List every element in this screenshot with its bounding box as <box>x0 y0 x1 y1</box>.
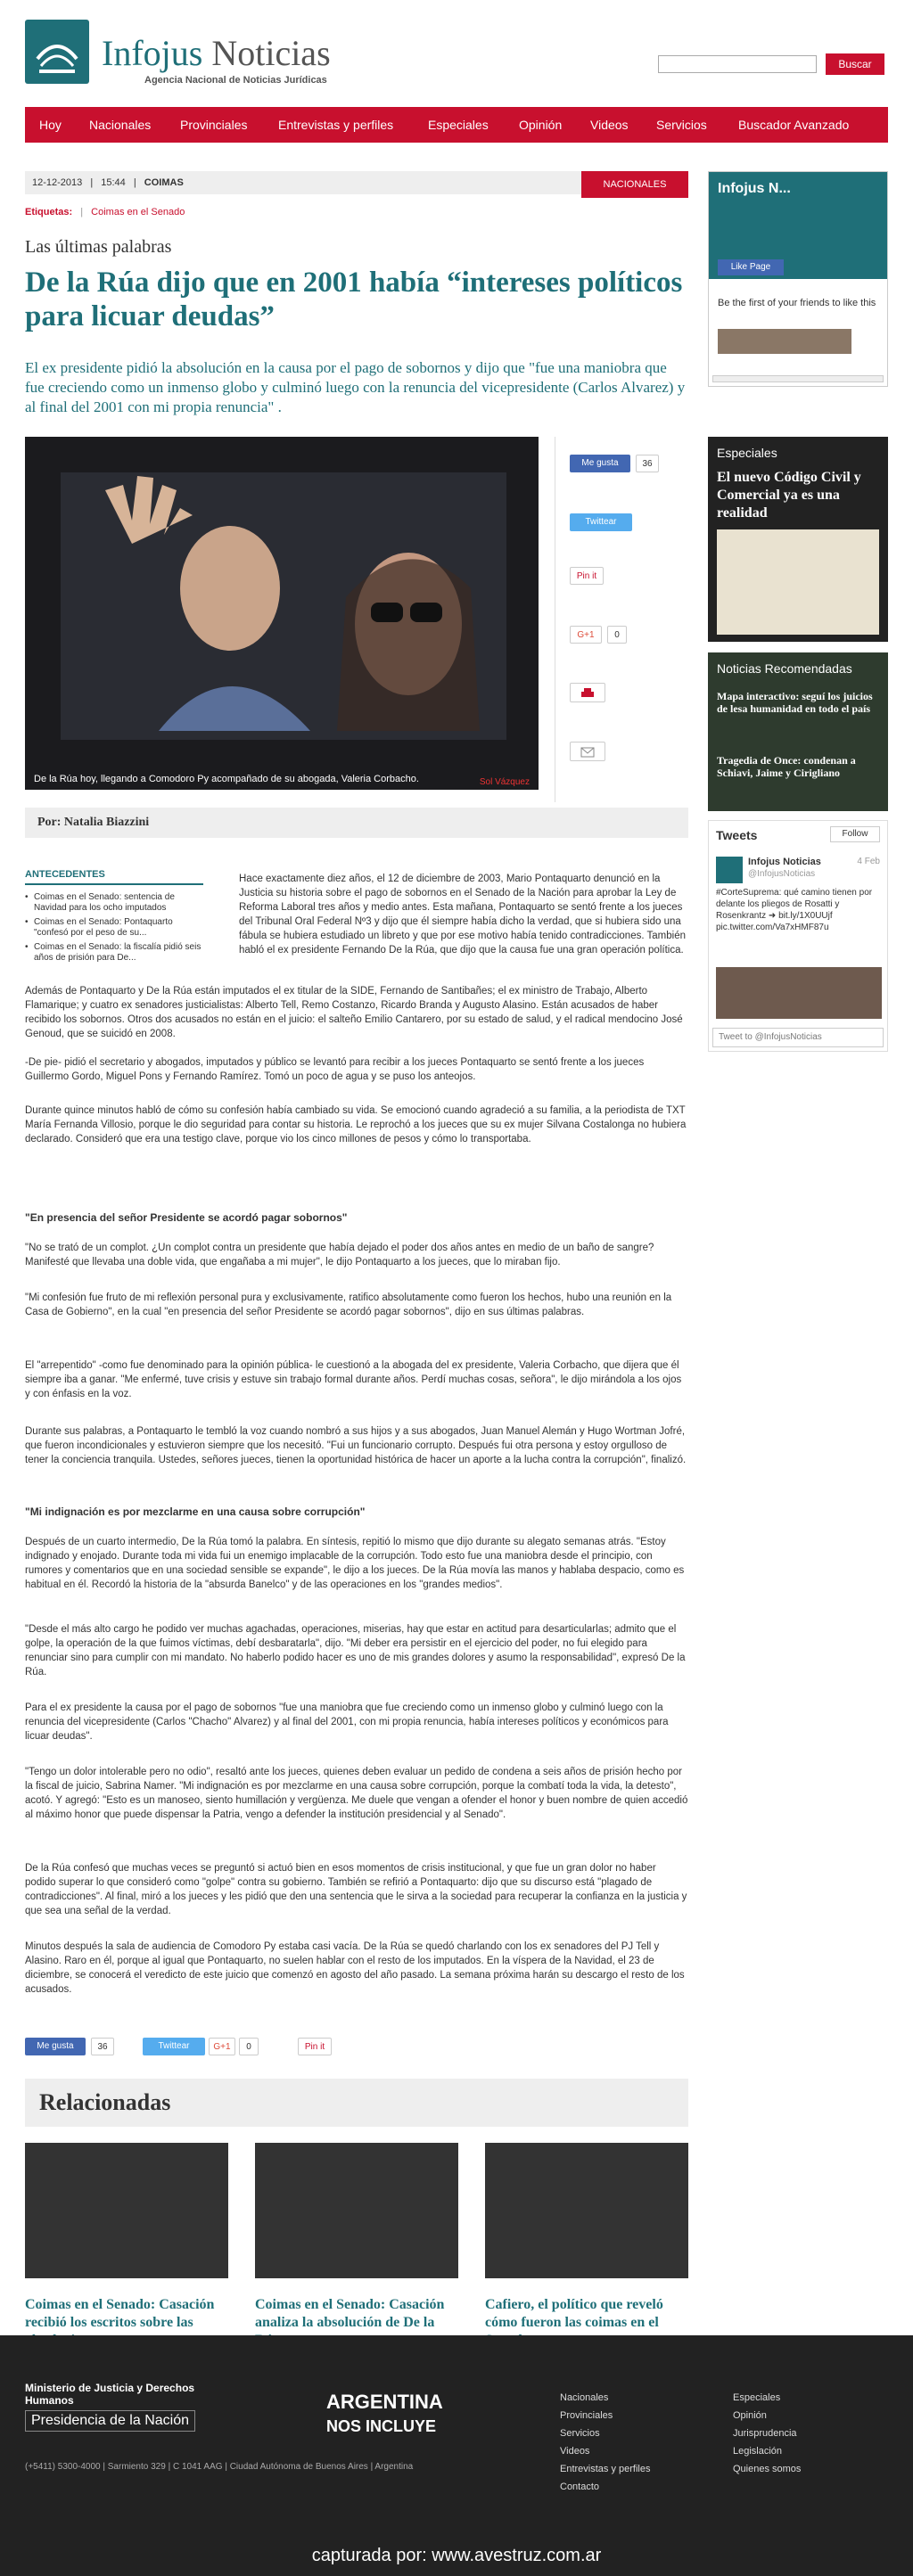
footer-presidency[interactable]: Presidencia de la Nación <box>25 2410 195 2432</box>
footer-link[interactable]: Videos <box>560 2446 590 2457</box>
body-paragraph: "No se trató de un complot. ¿Un complot contra un presidente que había dejado el poder dos años antes en medio de un baño de sangre? Manifesté que llevaba una doble vida, que engañaba a mi mujer", le dijo Pontaquarto a los jueces, que lo miraban fijo. <box>25 1243 654 1267</box>
related-image[interactable] <box>255 2143 458 2278</box>
body-paragraph: Para el ex presidente la causa por el pago de sobornos "fue una maniobra que fue creciendo como un inmenso globo y culminó luego con la renuncia del vicepresidente (Carlos "Chacho" Alvarez) y al final del 2001, con mi propia renuncia, había intereses políticos y económicos para licuar deudas". <box>25 1702 669 1742</box>
related-image[interactable] <box>25 2143 228 2278</box>
tags-label: Etiquetas: <box>25 207 73 217</box>
antecedente-link[interactable]: • Coimas en el Senado: Pontaquarto "confesó por el peso de su... <box>25 917 203 939</box>
article-kicker: Las últimas palabras <box>25 237 172 257</box>
article-photo <box>25 437 539 790</box>
especiales-headline[interactable]: El nuevo Código Civil y Comercial ya es una realidad <box>717 470 861 521</box>
related-title[interactable]: Coimas en el Senado: Casación analiza la absolución de De la <box>255 2297 445 2330</box>
nav-provinciales[interactable]: Provinciales <box>180 118 248 132</box>
tag-link[interactable]: Coimas en el Senado <box>91 207 185 217</box>
logo-subtitle: Agencia Nacional de Noticias Jurídicas <box>144 75 327 86</box>
body-paragraph: -De pie- pidió el secretario y abogados, imputados y público se levantó para recibir a los jueces Pontaquarto se sentó frente a los jueces Guillermo Gordo, Miguel Pons y Fernando Ramírez. Tomó un poco de agua y se puso los anteojos. <box>25 1057 645 1082</box>
facebook-widget <box>708 171 888 387</box>
meta-date: 12-12-2013 <box>32 177 83 188</box>
gplus-button[interactable]: G+1 <box>570 626 602 644</box>
footer <box>0 2335 913 2576</box>
footer-link[interactable]: Entrevistas y perfiles <box>560 2464 651 2474</box>
tweet-handle: @InfojusNoticias <box>748 869 816 879</box>
related-card[interactable] <box>255 2143 458 2350</box>
pinterest-button[interactable]: Pin it <box>570 567 604 585</box>
related-title[interactable]: Cafiero, el político que reveló cómo fueron las coimas en el <box>485 2297 663 2330</box>
body-paragraph: El "arrepentido" -como fue denominado para la opinión pública- le cuestionó a la abogada del ex presidente, Valeria Corbacho, que dijera que él siempre iba a ganar. "Me enfermé, tuve crisis y estuve sin trabajo formal durante años. Perdí muchas cosas, señora", le dijo mirándola a los ojos y con énfasis en la voz. <box>25 1360 682 1399</box>
tweet-text: #CorteSuprema: qué camino tienen por delante los pliegos de Rosatti y Rosenkrantz ➜ bit.ly/1X0UUjf pic.twitter.com/Va7xHMF87u <box>716 888 873 932</box>
footer-link[interactable]: Contacto <box>560 2482 600 2492</box>
recomendada-link[interactable]: Tragedia de Once: condenan a Schiavi, Jaime y Cirigliano <box>717 754 856 779</box>
recomendada-link[interactable]: Mapa interactivo: seguí los juicios de lesa humanidad en todo el país <box>717 690 873 715</box>
especiales-box <box>708 437 888 642</box>
related-title[interactable]: Coimas en el Senado: Casación recibió los escritos sobre las <box>25 2297 215 2330</box>
meta-time: 15:44 <box>101 177 126 188</box>
footer-slogan-1: ARGENTINA <box>326 2391 443 2413</box>
meta-tag[interactable]: COIMAS <box>144 177 184 188</box>
nav-nacionales[interactable]: Nacionales <box>89 118 152 132</box>
nav-servicios[interactable]: Servicios <box>656 118 707 132</box>
search-button[interactable]: Buscar <box>826 53 884 75</box>
search-input[interactable] <box>658 55 817 73</box>
body-paragraph: "Mi confesión fue fruto de mi reflexión personal pura y exclusivamente, ratifico absolutamente como fueron los hechos, hubo una reunión en la Casa de Gobierno", en la cual "en presencia del señor Presidente se acordó pagar sobornos", dijo en sus últimas palabras. <box>25 1292 672 1317</box>
fb-like-button[interactable] <box>570 455 630 472</box>
footer-link[interactable]: Provinciales <box>560 2410 613 2421</box>
antecedente-link[interactable]: • Coimas en el Senado: sentencia de Navidad para los ocho imputados <box>25 892 203 914</box>
relacionadas-title: Relacionadas <box>25 2079 688 2127</box>
photo-caption: De la Rúa hoy, llegando a Comodoro Py acompañado de su abogada, Valeria Corbacho. <box>34 774 419 784</box>
fb-like-count: 36 <box>636 455 659 472</box>
main-nav <box>25 107 888 143</box>
tags-row: Etiquetas: | Coimas en el Senado <box>25 207 185 217</box>
body-paragraph: Durante sus palabras, a Pontaquarto le tembló la voz cuando nombró a sus hijos y a sus abogados, Juan Manuel Alemán y Hugo Wortman Jofré, que fueron incondicionales y estuvieron siempre que los necesitó. "Fui un funcionario corrupto. Después fui otra persona y estoy orgulloso de tener la conciencia tranquila. Ustedes, señores jueces, tienen la oportunidad histórica de hacer un aporte a la lucha contra la corrupción", finalizó. <box>25 1426 687 1465</box>
body-paragraph: "Tengo un dolor intolerable pero no odio", resaltó ante los jueces, quienes deben evaluar un pedido de condena a seis años de prisión hecho por la fiscal de juicio, Sabrina Namer. "Mi indignación es por mezclarme en una causa sobre corrupción, porque la combatí toda la vida, la detesto", acotó. Y agregó: "Esto es un manoseo, siento humillación y vergüenza. Me duele que vengan a ofender el honor y buen nombre de quien accedió al máximo honor que puede dispensar la Patria, vengo a defender la institución presidencial y al Senado". <box>25 1767 688 1820</box>
footer-link[interactable]: Opinión <box>733 2410 767 2421</box>
nav-especiales[interactable]: Especiales <box>428 118 489 132</box>
footer-link[interactable]: Jurisprudencia <box>733 2428 797 2439</box>
tweet-input[interactable]: Tweet to @InfojusNoticias <box>712 1028 884 1047</box>
logo-name <box>102 32 331 74</box>
related-card[interactable] <box>485 2143 688 2350</box>
gplus-count: 0 <box>607 626 627 644</box>
capture-watermark: capturada por: www.avestruz.com.ar <box>311 2546 602 2565</box>
photo-credit: Sol Vázquez <box>479 777 530 787</box>
print-icon[interactable] <box>570 683 605 702</box>
recomendadas-title: Noticias Recomendadas <box>717 661 852 676</box>
twitter-follow-button[interactable]: Follow <box>830 826 880 842</box>
footer-link[interactable]: Especiales <box>733 2392 781 2403</box>
footer-slogan-2: NOS INCLUYE <box>326 2417 437 2435</box>
tweet-button-bottom[interactable]: Twittear <box>143 2038 205 2055</box>
email-icon[interactable] <box>570 742 605 761</box>
footer-link[interactable]: Servicios <box>560 2428 600 2439</box>
fb-like-count-bottom: 36 <box>91 2038 114 2055</box>
nav-hoy[interactable]: Hoy <box>39 118 62 132</box>
recomendadas-box <box>708 652 888 811</box>
body-subheading: "En presencia del señor Presidente se acordó pagar sobornos" <box>25 1211 348 1224</box>
logo-name-text: Noticias <box>211 33 331 73</box>
bottom-share-row <box>25 2038 688 2059</box>
fb-scrollbar[interactable] <box>712 375 884 382</box>
fb-like-label: Me gusta <box>581 458 619 468</box>
especiales-title: Especiales <box>717 446 777 460</box>
footer-link[interactable]: Nacionales <box>560 2392 609 2403</box>
fb-friends-text: Be the first of your friends to like this <box>718 298 876 308</box>
fb-like-button-bottom[interactable]: Me gusta <box>25 2038 86 2055</box>
nav-videos[interactable]: Videos <box>590 118 629 132</box>
body-paragraph: Minutos después la sala de audiencia de Comodoro Py estaba casi vacía. De la Rúa se quedó charlando con los ex senadores del PJ Tell y Alasino. Raro en él, porque al igual que Pontaquarto, no suelen hablar con el resto de los imputados. En la víspera de la Navidad, el 23 de diciembre, se conocerá el veredicto de este juicio que comenzó en agosto del año pasado. La semana próxima harán su descargo el resto de los acusados. <box>25 1941 685 1995</box>
tweet-user[interactable]: Infojus Noticias <box>748 857 821 867</box>
nav-opinion[interactable]: Opinión <box>519 118 563 132</box>
fb-page-name[interactable]: Infojus N... <box>718 181 791 196</box>
body-paragraph: Después de un cuarto intermedio, De la Rúa tomó la palabra. En síntesis, repitió lo mismo que dijo durante su alegato semanas atrás. "Estoy indignado y enojado. Durante toda mi vida fui un enemigo implacable de la corrupción. Todo esto fue una maniobra desde el principio, con rumores y comentarios que en una sociedad sensible se expande", le dijo a los jueces. De la Rúa movía las manos y hablaba despacio, como es habitual en él. Recordó la historia de la "absurda Banelco" y de las operaciones en los "grandes medios". <box>25 1537 685 1590</box>
article-lead: El ex presidente pidió la absolución en la causa por el pago de sobornos y dijo que "fue una maniobra que fue creciendo como un inmenso globo y culminó luego con la renuncia del vicepresidente (Carlos Alvarez) y al final del 2001 con mi propia renuncia" . <box>25 359 686 415</box>
twitter-avatar <box>716 857 743 883</box>
tweet-image[interactable] <box>716 967 882 1019</box>
antecedentes-box <box>25 869 203 967</box>
related-card[interactable] <box>25 2143 228 2350</box>
photo-image <box>25 437 539 790</box>
tweet-button[interactable]: Twittear <box>570 513 632 531</box>
byline: Por: Natalia Biazzini <box>25 808 688 838</box>
tweet-date: 4 Feb <box>857 857 880 866</box>
footer-links-1 <box>560 2389 650 2496</box>
especiales-image[interactable] <box>717 529 879 635</box>
body-subheading: "Mi indignación es por mezclarme en una causa sobre corrupción" <box>25 1505 366 1518</box>
twitter-widget <box>708 820 888 1052</box>
footer-address: (+5411) 5300-4000 | Sarmiento 329 | C 1041 AAG | Ciudad Autónoma de Buenos Aires | Argentina <box>25 2462 414 2472</box>
related-image[interactable] <box>485 2143 688 2278</box>
footer-ministry[interactable]: Ministerio de Justicia y Derechos Humanos <box>25 2382 195 2407</box>
share-column <box>555 437 688 802</box>
footer-link[interactable]: Quienes somos <box>733 2464 802 2474</box>
gplus-count-bottom: 0 <box>239 2038 259 2055</box>
pinterest-button-bottom[interactable]: Pin it <box>298 2038 332 2055</box>
fb-friends-avatars <box>718 329 851 354</box>
gplus-button-bottom[interactable]: G+1 <box>209 2038 235 2055</box>
nav-buscador[interactable]: Buscador Avanzado <box>738 118 850 132</box>
body-paragraph: De la Rúa confesó que muchas veces se preguntó si actuó bien en esos momentos de crisis institucional, y que fue un gran dolor no haber podido superar lo que consideró como "golpe" contra su gobierno. También se refirió a Pontaquarto: dijo que su discurso está "plagado de contradicciones". Al final, miró a los jueces y les pidió que den una sentencia que le sirva a la sociedad para recuperar la confianza en la justicia y que sea una señal de la verdad. <box>25 1863 687 1916</box>
site-logo[interactable] <box>25 20 382 91</box>
antecedentes-title: ANTECEDENTES <box>25 869 203 885</box>
logo-icon <box>25 20 89 84</box>
body-paragraph: Hace exactamente diez años, el 12 de diciembre de 2003, Mario Pontaquarto denunció en la Justicia su historia sobre el pago de sobornos en el Senado de la Nación para aprobar la Ley de Reforma Laboral tres años y medio antes. Esta mañana, Pontaquarto se sentó frente a los jueces del Tribunal Oral Federal Nº3 y dijo que él siempre había dicho la verdad, que si hubiera sido una fábula se hubiera estudiado un libreto y que por ese motivo había tenido contradicciones. También habló el ex presidente Fernando De la Rúa, que dijo que la causa fue una gran operación política. <box>239 874 687 956</box>
body-paragraph: Durante quince minutos habló de cómo su confesión había cambiado su vida. Se emocionó cuando agradeció a su familia, a la periodista de TXT María Fernanda Villosio, porque le dio seguridad para contar su historia. Le reprochó a los jueces que su ex mujer Silvana Costalonga no hubiera declarado. Consideró que era una testigo clave, porque vio los cinco millones de pesos y cómo lo transportaba. <box>25 1105 687 1144</box>
article-headline: De la Rúa dijo que en 2001 había “intereses políticos para licuar deudas” <box>25 267 683 332</box>
meta-bar: 12-12-2013 | 15:44 | COIMAS <box>25 171 688 194</box>
fb-like-page-button[interactable]: Like Page <box>718 259 784 275</box>
footer-link[interactable]: Legislación <box>733 2446 783 2457</box>
antecedente-link[interactable]: • Coimas en el Senado: la fiscalía pidió seis años de prisión para De... <box>25 942 203 964</box>
nav-entrevistas[interactable]: Entrevistas y perfiles <box>278 118 394 132</box>
body-paragraph: Además de Pontaquarto y De la Rúa están imputados el ex titular de la SIDE, Fernando de Santibañes; el ex ministro de Trabajo, Alberto Flamarique; y cuatro ex senadores justicialistas: Alberto Tell, Remo Costanzo, Ricardo Branda y Augusto Alasino. Están acusados de haber recibido los sobornos. Otros dos acusados no están en el juicio: el salteño Emilio Cantarero, por su estado de salud, y el radical mendocino José Genoud, que se suicidó en 2008. <box>25 986 683 1039</box>
logo-brand: Infojus <box>102 33 203 73</box>
body-paragraph: "Desde el más alto cargo he podido ver muchas agachadas, operaciones, miserias, hay que estar en actitud para desarticularlas; admito que el golpe, la operación de la que fuimos víctimas, debí desbaratarla", dijo. "Mi deber era persistir en el ejercicio del poder, no fui elegido para renunciar sino para cumplir con mi mandato. No haberlo podido hacer es uno de mis grandes dolores y asumo la responsabilidad", expresó De la Rúa. <box>25 1624 686 1678</box>
tweets-title: Tweets <box>716 828 758 842</box>
footer-links-2 <box>733 2389 801 2478</box>
section-badge[interactable]: NACIONALES <box>581 171 688 198</box>
